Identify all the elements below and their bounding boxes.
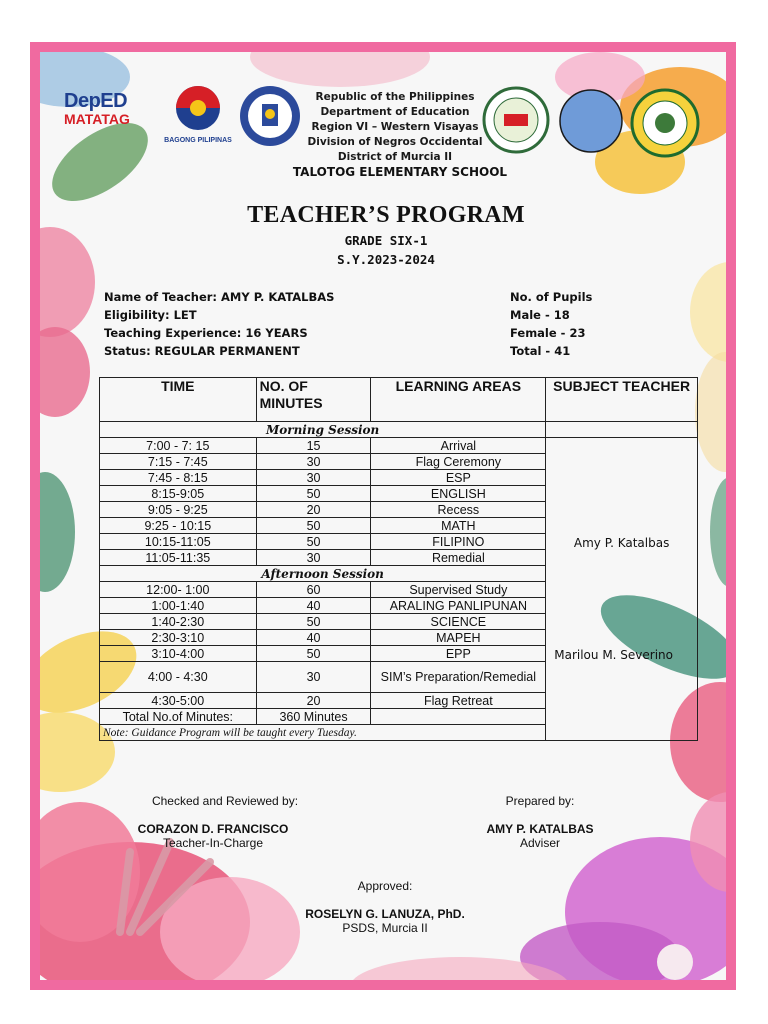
table-cell: 30 [256,454,371,470]
table-cell: 9:25 - 10:15 [100,518,257,534]
header-learning-areas: LEARNING AREAS [371,378,546,422]
header-subject-teacher: SUBJECT TEACHER [546,378,698,422]
total-label: Total No.of Minutes: [100,709,257,725]
table-cell: 9:05 - 9:25 [100,502,257,518]
agency-header: Republic of the Philippines Department of Education Region VI – Western Visayas Division of Negros Occidental District of Murcia II [307,91,483,163]
header-time: TIME [100,378,257,422]
guidance-note: Note: Guidance Program will be taught every Tuesday. [100,725,546,741]
deped-seal-icon [238,84,302,148]
table-cell: 12:00- 1:00 [100,582,257,598]
teacher-empty-cell [546,422,698,438]
table-cell: 50 [256,518,371,534]
teacher-info: Name of Teacher: AMY P. KATALBAS Eligibility: LET Teaching Experience: 16 YEARS Status: REGULAR PERMANENT [104,290,335,358]
school-year: S.Y.2023-2024 [337,252,435,267]
pupil-counts: No. of Pupils Male - 18 Female - 23 Total - 41 [510,290,593,358]
approved-signature: ROSELYN G. LANUZA, PhD. PSDS, Murcia II [305,907,465,935]
table-cell: FILIPINO [371,534,546,550]
school-name: TALOTOG ELEMENTARY SCHOOL [292,165,508,179]
page-title: TEACHER’S PROGRAM [247,202,525,228]
table-cell: 1:40-2:30 [100,614,257,630]
document-page [30,42,736,990]
table-cell: 30 [256,550,371,566]
table-cell: 40 [256,598,371,614]
program-table [99,377,698,741]
blank-logo-circle [558,88,624,154]
table-cell: Recess [371,502,546,518]
table-cell: Flag Ceremony [371,454,546,470]
table-cell: 4:00 - 4:30 [100,662,257,693]
table-cell: ENGLISH [371,486,546,502]
header-minutes: NO. OF MINUTES [256,378,371,422]
table-cell: 20 [256,502,371,518]
total-value: 360 Minutes [256,709,371,725]
table-cell: EPP [371,646,546,662]
table-cell: SIM’s Preparation/Remedial [371,662,546,693]
table-cell: 7:15 - 7:45 [100,454,257,470]
table-cell: 7:45 - 8:15 [100,470,257,486]
prepared-by-label: Prepared by: [505,794,575,808]
teacher-name-1: Amy P. Katalbas [573,536,670,550]
table-cell: 50 [256,614,371,630]
table-cell: 10:15-11:05 [100,534,257,550]
table-cell: 60 [256,582,371,598]
table-cell: 7:00 - 7: 15 [100,438,257,454]
table-cell: MATH [371,518,546,534]
total-empty-cell [371,709,546,725]
grade-level: GRADE SIX-1 [344,233,428,248]
morning-session-label: Morning Session [100,422,546,438]
table-cell: Arrival [371,438,546,454]
approved-label: Approved: [357,879,413,893]
bagong-pilipinas-logo: BAGONG PILIPINAS [158,84,238,146]
school-seal-icon [630,88,700,158]
table-cell: ARALING PANLIPUNAN [371,598,546,614]
table-cell: 2:30-3:10 [100,630,257,646]
deped-matatag-logo: DepED MATATAG [64,90,130,127]
table-cell: 8:15-9:05 [100,486,257,502]
prepared-by-signature: AMY P. KATALBAS Adviser [486,822,594,850]
table-cell: 30 [256,470,371,486]
table-cell: Flag Retreat [371,693,546,709]
checked-by-signature: CORAZON D. FRANCISCO Teacher-In-Charge [137,822,289,850]
table-cell: 30 [256,662,371,693]
table-cell: 40 [256,630,371,646]
table-cell: 3:10-4:00 [100,646,257,662]
table-header-row [100,378,698,422]
bagong-pilipinas-emblem-icon [158,84,238,132]
table-cell: Supervised Study [371,582,546,598]
table-cell: 11:05-11:35 [100,550,257,566]
table-row [100,438,698,454]
table-cell: ESP [371,470,546,486]
table-cell: Remedial [371,550,546,566]
division-seal-icon [480,86,552,154]
table-cell: SCIENCE [371,614,546,630]
table-cell: 1:00-1:40 [100,598,257,614]
checked-by-label: Checked and Reviewed by: [151,794,299,808]
table-cell: MAPEH [371,630,546,646]
table-cell: 50 [256,486,371,502]
table-cell: 15 [256,438,371,454]
table-cell: 20 [256,693,371,709]
table-cell: 50 [256,646,371,662]
session-row-morning [100,422,698,438]
subject-teacher-cell [546,438,698,741]
teacher-name-2: Marilou M. Severino [554,648,674,662]
table-cell: 50 [256,534,371,550]
table-cell: 4:30-5:00 [100,693,257,709]
afternoon-session-label: Afternoon Session [100,566,546,582]
